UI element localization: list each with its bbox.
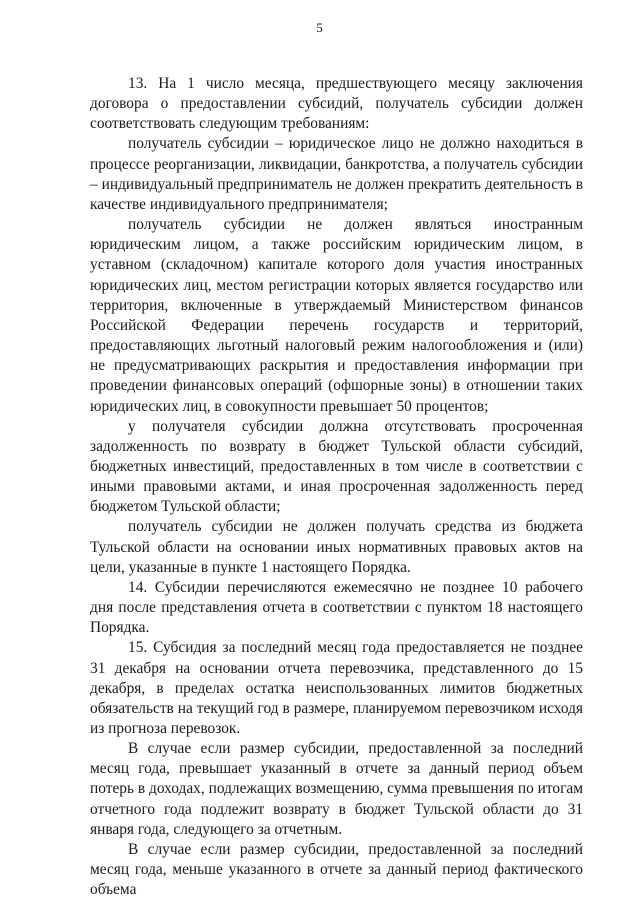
paragraph-13-intro: 13. На 1 число месяца, предшествующего месяцу заключения договора о предоставлении субсидий, получатель субсидии должен соответствовать следующим требованиям: <box>90 75 583 133</box>
paragraph-no-reorganization: получатель субсидии – юридическое лицо не должно находиться в процессе реорганизации, ликвидации, банкротства, а получатель субсидии – индивидуальный предприниматель не должен прекратить деятельность в качестве индивидуального предпринимателя; <box>90 135 583 213</box>
paragraph-14: 14. Субсидии перечисляются ежемесячно не позднее 10 рабочего дня после представления отчета в соответствии с пунктом 18 настоящего Порядка. <box>90 578 583 637</box>
page-number: 5 <box>316 20 323 35</box>
paragraph-no-other-funds: получатель субсидии не должен получать средства из бюджета Тульской области на основании иных нормативных правовых актов на цели, указанные в пункте 1 настоящего Порядка. <box>90 518 583 576</box>
document-body <box>90 74 583 900</box>
paragraph-15: 15. Субсидия за последний месяц года предоставляется не позднее 31 декабря на основании отчета перевозчика, представленного до 15 декабря, в пределах остатка неиспользованных лимитов бюджетных обязательств на текущий год в размере, планируемом перевозчиком исходя из прогноза перевозок. <box>90 639 583 737</box>
paragraph-no-foreign-entity: получатель субсидии не должен являться иностранным юридическим лицом, а также российским юридическим лицом, в уставном (складочном) капитале которого доля участия иностранных юридических лиц, местом регистрации которых является государство или территория, включенные в утверждаемый Министерством финансов Российской Федерации перечень государств и территорий, предоставляющих льготный налоговый режим налогообложения и (или) не предусматривающих раскрытия и предоставления информации при проведении финансовых операций (офшорные зоны) в отношении таких юридических лиц, в совокупности превышает 50 процентов; <box>90 216 583 415</box>
paragraph-no-overdue-debt: у получателя субсидии должна отсутствовать просроченная задолженность по возврату в бюджет Тульской области субсидий, бюджетных инвестиций, предоставленных в том числе в соответствии с иными правовыми актами, и иная просроченная задолженность перед бюджетом Тульской области; <box>90 417 583 516</box>
paragraph-excess-return: В случае если размер субсидии, предоставленной за последний месяц года, превышает указанный в отчете за данный период объем потерь в доходах, подлежащих возмещению, сумма превышения по итогам отчетного года подлежит возврату в бюджет Тульской области до 31 января года, следующего за отчетным. <box>90 740 583 838</box>
paragraph-shortfall: В случае если размер субсидии, предоставленной за последний месяц года, меньше указанного в отчете за данный период фактического объема <box>90 840 583 899</box>
